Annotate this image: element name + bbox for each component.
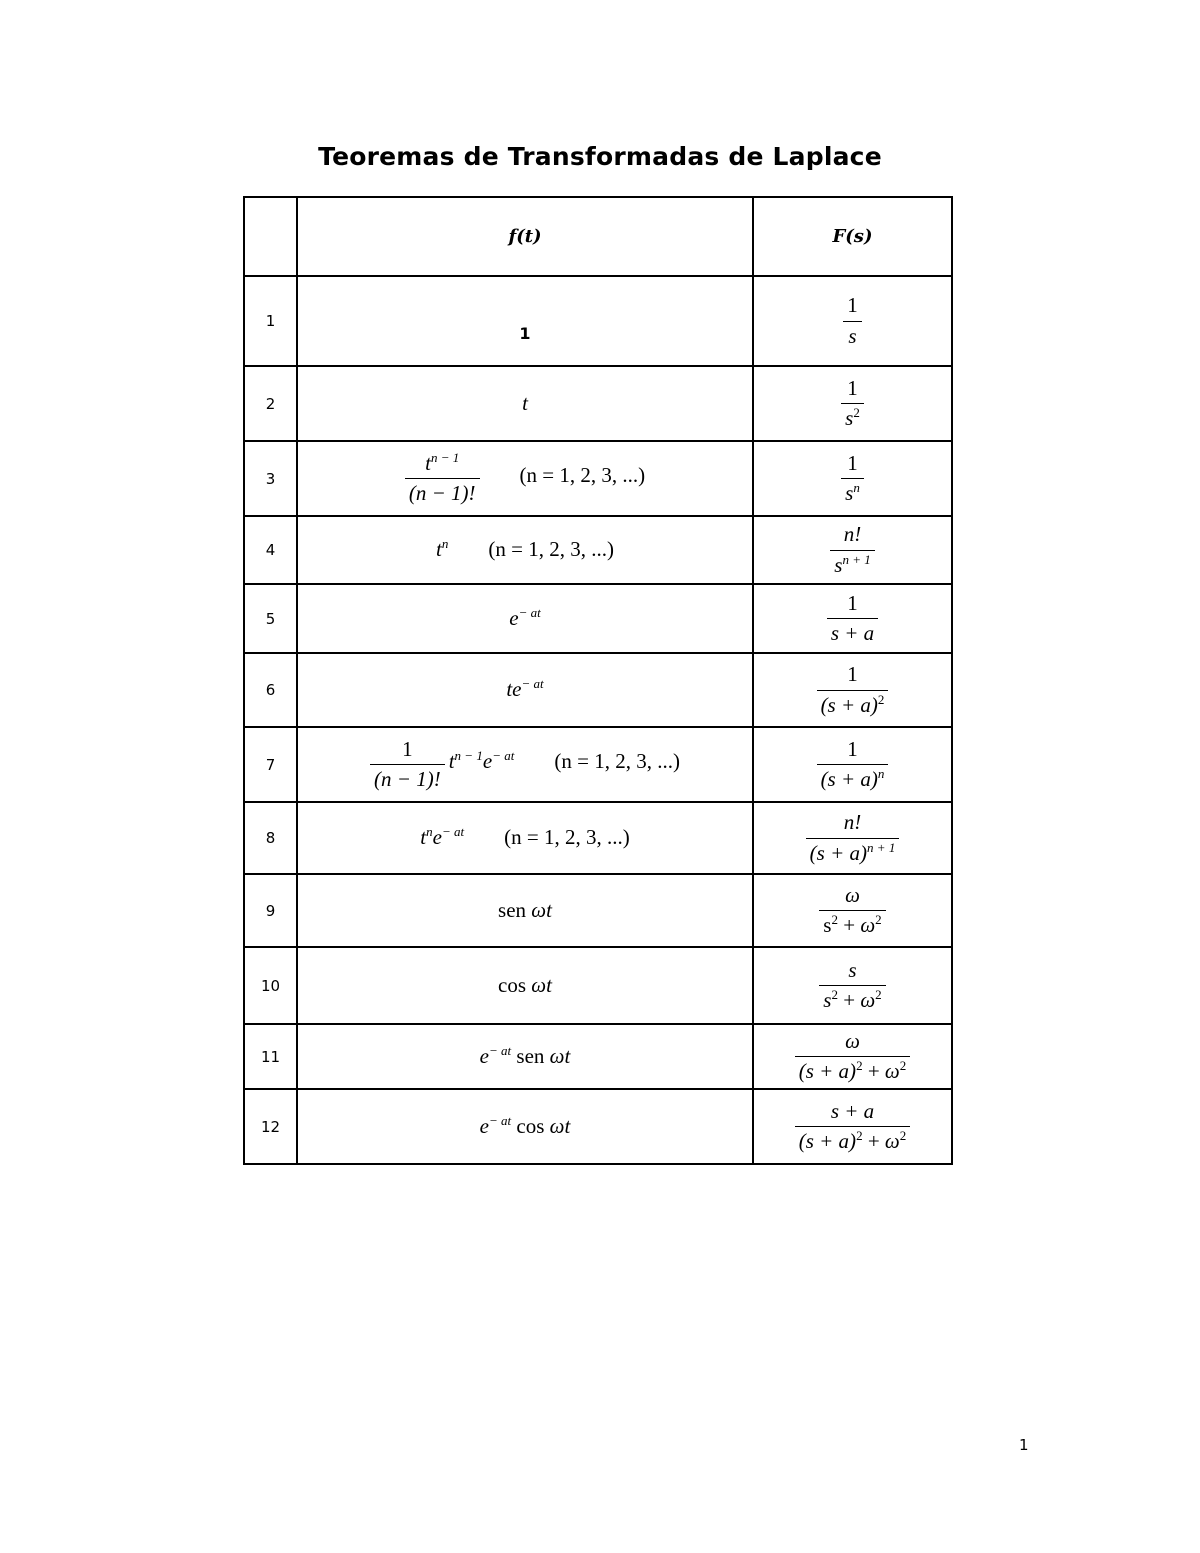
ft-fraction: [405, 451, 480, 506]
fs-cell: [753, 584, 952, 653]
ft-expr: $e^{- at}$ cos ωt: [479, 1112, 571, 1138]
fs-denominator: $s^2 + \omega^2$: [823, 987, 882, 1012]
fs-den-a: (s + a): [798, 1059, 857, 1083]
ft-expr: 1: [519, 324, 531, 343]
fs-den-a-exp: 2: [831, 987, 838, 1002]
ft-func: sen: [516, 1043, 545, 1068]
header-ft: f(t): [508, 226, 542, 247]
ft-arg: ωt: [531, 897, 552, 922]
fs-denominator: $(s + a)^2 + \omega^2$: [798, 1128, 907, 1153]
table-row: [244, 1024, 952, 1089]
row-index: 8: [244, 802, 297, 874]
fs-cell: [753, 802, 952, 874]
ft-e-exp: − at: [492, 748, 515, 764]
ft-num-base: t: [425, 450, 431, 475]
fs-denominator: [841, 404, 864, 431]
fs-denominator: $(s + a)^2 + \omega^2$: [798, 1058, 907, 1083]
ft-expr: [498, 898, 552, 922]
ft-expr: t: [522, 390, 528, 415]
fs-numerator: s: [819, 958, 885, 986]
row-index: 11: [244, 1024, 297, 1089]
ft-e-exp: − at: [488, 1042, 512, 1058]
fs-den-base: (s + a): [820, 692, 878, 717]
table-header-row: [244, 197, 952, 276]
fs-den-b: ω: [884, 1059, 900, 1083]
fs-cell: [753, 441, 952, 516]
fs-den-base: (s + a): [820, 767, 878, 791]
row-index: 5: [244, 584, 297, 653]
row-index: 7: [244, 727, 297, 802]
ft-cell: [297, 653, 753, 727]
ft-arg: ωt: [531, 972, 552, 997]
fs-numerator: ω: [819, 883, 885, 911]
fs-den-b: ω: [860, 913, 876, 937]
ft-t-exp: n − 1: [454, 748, 483, 764]
ft-numerator: 1: [370, 737, 445, 765]
ft-cell: [297, 947, 753, 1024]
ft-base: e: [509, 605, 519, 630]
ft-cell: [297, 1024, 753, 1089]
row-index: 1: [244, 276, 297, 366]
fs-fraction: [806, 810, 900, 865]
fs-den-exp: n + 1: [867, 839, 896, 855]
fs-fraction: [819, 958, 885, 1013]
fs-cell: [753, 947, 952, 1024]
table-row: [244, 1089, 952, 1164]
row-index: 4: [244, 516, 297, 584]
fs-den-exp: n: [877, 766, 885, 781]
ft-func: cos: [498, 972, 527, 997]
fs-fraction: [830, 522, 875, 577]
fs-den-b: ω: [860, 988, 876, 1012]
table-row: [244, 366, 952, 441]
fs-den-a-exp: 2: [831, 912, 838, 927]
ft-exp: − at: [521, 676, 544, 691]
row-index: 6: [244, 653, 297, 727]
ft-exp: − at: [518, 604, 541, 620]
table-row: [244, 516, 952, 584]
fs-den-a-exp: 2: [856, 1058, 863, 1073]
fs-numerator: ω: [795, 1029, 911, 1057]
page-number: 1: [1019, 1436, 1029, 1454]
fs-den-a: s: [823, 988, 832, 1012]
fs-den-exp: 2: [853, 405, 860, 420]
fs-cell: [753, 653, 952, 727]
fs-denominator: [806, 839, 900, 866]
fs-fraction: [841, 451, 864, 506]
row-index: 2: [244, 366, 297, 441]
fs-denominator: [817, 765, 889, 792]
fs-cell: [753, 874, 952, 947]
ft-func: sen: [498, 897, 527, 922]
row-index: 12: [244, 1089, 297, 1164]
fs-cell: [753, 516, 952, 584]
ft-condition: (n = 1, 2, 3, ...): [519, 463, 646, 488]
ft-expr: $t^ne^{- at}$: [420, 824, 465, 849]
ft-e-exp: − at: [488, 1112, 512, 1128]
table-row: [244, 584, 952, 653]
ft-fraction: [370, 737, 445, 792]
fs-fraction: [819, 883, 885, 938]
fs-fraction: [817, 737, 889, 792]
fs-numerator: n!: [806, 810, 900, 838]
ft-expr: [506, 677, 543, 701]
fs-fraction: [843, 293, 862, 348]
ft-cell: [297, 1089, 753, 1164]
fs-den-b-exp: 2: [875, 987, 882, 1002]
fs-denominator: [841, 479, 864, 506]
fs-fraction: [795, 1029, 911, 1084]
ft-cell: [297, 366, 753, 441]
fs-den-b-exp: 2: [899, 1058, 907, 1073]
ft-expr: [498, 973, 552, 997]
ft-cell: [297, 441, 753, 516]
fs-fraction: [795, 1099, 911, 1154]
fs-denominator: s + a: [830, 621, 875, 645]
fs-den-base: s: [834, 552, 843, 577]
page-title: Teoremas de Transformadas de Laplace: [318, 142, 882, 171]
ft-arg: ωt: [549, 1043, 571, 1068]
ft-condition: (n = 1, 2, 3, ...): [504, 825, 630, 849]
fs-den-base: (s + a): [809, 840, 868, 865]
ft-expr: [509, 606, 541, 630]
fs-fraction: [841, 376, 864, 431]
fs-denominator: [817, 691, 889, 718]
ft-condition: (n = 1, 2, 3, ...): [488, 537, 614, 561]
ft-cell: [297, 727, 753, 802]
header-index-cell: [244, 197, 297, 276]
fs-den-b-exp: 2: [875, 912, 882, 927]
ft-denominator: (n − 1)!: [408, 481, 476, 505]
fs-numerator: 1: [827, 591, 878, 619]
ft-numerator: [405, 451, 480, 479]
ft-expr: [436, 537, 448, 561]
fs-numerator: 1: [817, 737, 889, 765]
fs-cell: [753, 366, 952, 441]
ft-base: te: [506, 677, 522, 701]
fs-fraction: [827, 591, 878, 646]
fs-numerator: 1: [843, 293, 862, 321]
fs-den-exp: n + 1: [842, 551, 871, 567]
fs-denominator: $s^2 + \omega^2$: [823, 912, 882, 937]
table-row: [244, 802, 952, 874]
ft-num-exp: n − 1: [430, 449, 460, 465]
ft-cell: [297, 802, 753, 874]
fs-den-exp: 2: [877, 691, 885, 707]
fs-denominator: [830, 551, 875, 578]
fs-den-exp: n: [853, 480, 860, 495]
ft-exp: n: [441, 536, 449, 551]
fs-numerator: 1: [817, 662, 889, 690]
header-fs-cell: [753, 197, 952, 276]
ft-expr: $t^{n - 1}e^{- at}$: [448, 748, 515, 774]
fs-numerator: n!: [830, 522, 875, 550]
fs-den-b-exp: 2: [899, 1128, 907, 1143]
ft-condition: (n = 1, 2, 3, ...): [554, 749, 680, 774]
ft-denominator: (n − 1)!: [374, 767, 441, 791]
fs-cell: [753, 276, 952, 366]
fs-cell: [753, 1089, 952, 1164]
ft-func: cos: [516, 1113, 545, 1138]
ft-cell: [297, 874, 753, 947]
laplace-table: [243, 196, 953, 1165]
ft-e-exp: − at: [441, 824, 465, 839]
fs-fraction: [817, 662, 889, 717]
table-row: [244, 653, 952, 727]
ft-expr: $e^{- at}$ sen ωt: [479, 1042, 571, 1068]
fs-numerator: s + a: [795, 1099, 911, 1127]
row-index: 10: [244, 947, 297, 1024]
fs-numerator: 1: [841, 376, 864, 404]
header-fs: F(s): [832, 226, 873, 247]
fs-den-a: (s + a): [798, 1129, 857, 1153]
ft-base: t: [436, 537, 442, 561]
fs-den-base: s: [845, 406, 854, 430]
fs-den-a-exp: 2: [856, 1128, 863, 1143]
ft-cell: [297, 584, 753, 653]
ft-cell: [297, 516, 753, 584]
row-index: 3: [244, 441, 297, 516]
row-index: 9: [244, 874, 297, 947]
fs-cell: [753, 727, 952, 802]
table-row: [244, 874, 952, 947]
ft-arg: ωt: [549, 1113, 571, 1138]
fs-denominator: s: [848, 323, 857, 348]
fs-den-b: ω: [884, 1129, 900, 1153]
header-ft-cell: [297, 197, 753, 276]
table-row: [244, 276, 952, 366]
table-row: [244, 727, 952, 802]
fs-den-base: s: [845, 481, 854, 505]
fs-den-a: s: [823, 913, 832, 937]
table-row: [244, 947, 952, 1024]
fs-cell: [753, 1024, 952, 1089]
ft-cell: [297, 276, 753, 366]
table-row: [244, 441, 952, 516]
fs-numerator: 1: [841, 451, 864, 479]
ft-t-exp: n: [426, 824, 433, 839]
